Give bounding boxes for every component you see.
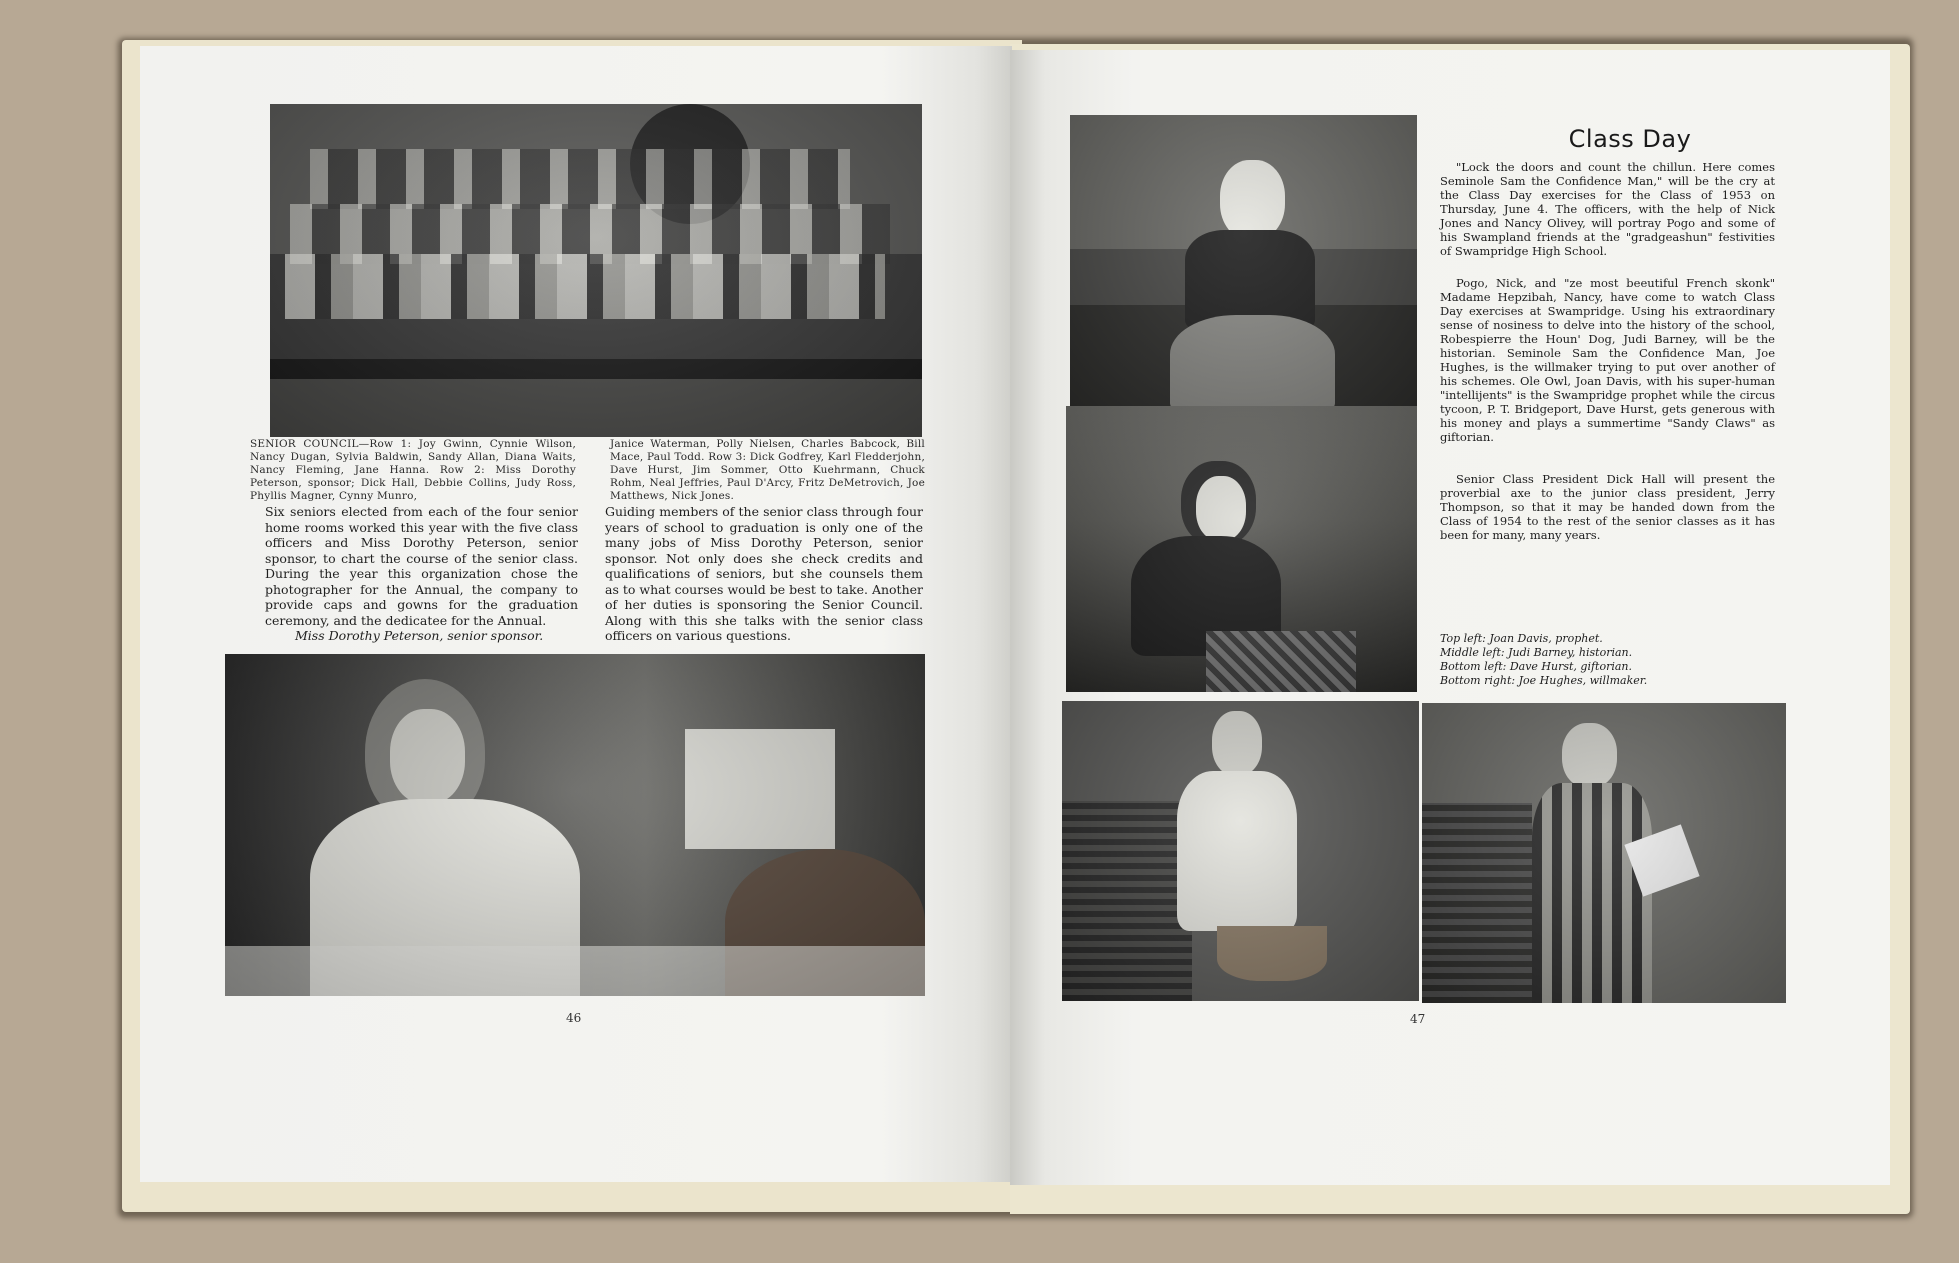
senior-council-group-photo (270, 104, 922, 437)
photo-dave-hurst (1062, 701, 1419, 1001)
left-page (140, 46, 1012, 1182)
class-day-paragraph-3: Senior Class President Dick Hall will present the proverbial axe to the junior class president, Jerry Thompson, so that it may be handed down from the Class of 1954 to the rest of the senior classes as it has been for many, many years. (1440, 472, 1775, 542)
class-day-paragraph-2: Pogo, Nick, and "ze most beeutiful French skonk" Madame Hepzibah, Nancy, have come to watch Class Day exercises at Swampridge. Using his extraordinary sense of nosiness to delve into the history of the school, Robespierre the Houn' Dog, Judi Barney, will be the historian. Seminole Sam the Confidence Man, Joe Hughes, is the willmaker trying to put over another of his schemes. Ole Owl, Joan Davis, with his super-human "intellijents" is the Swampridge prophet while the circus tycoon, P. T. Bridgeport, Dave Hurst, gets generous with his money and plays a summertime "Sandy Claws" as giftorian. (1440, 276, 1775, 444)
page-number-left: 46 (566, 1011, 582, 1025)
sponsor-caption: Miss Dorothy Peterson, senior sponsor. (295, 628, 544, 643)
body-text-col2: Guiding members of the senior class through four years of school to graduation is only one of the many jobs of Miss Dorothy Peterson, senior sponsor. Not only does she check credits and qualifications of seniors, but she counsels them as to what courses would be best to take. Another of her duties is sponsoring the Senior Council. Along with this she talks with the senior class officers on various questions. (605, 504, 923, 643)
photo-joan-davis (1070, 115, 1417, 413)
photo-judi-barney (1066, 406, 1417, 692)
photo-caption-middle-left: Middle left: Judi Barney, historian. (1440, 646, 1633, 659)
page-number-right: 47 (1410, 1012, 1426, 1026)
group-caption-col1: SENIOR COUNCIL—Row 1: Joy Gwinn, Cynnie Wilson, Nancy Dugan, Sylvia Baldwin, Sandy Allan, Diana Waits, Nancy Fleming, Jane Hanna. Row 2: Miss Dorothy Peterson, sponsor; Dick Hall, Debbie Collins, Judy Ross, Phyllis Magner, Cynny Munro, (250, 438, 576, 502)
class-day-title: Class Day (1568, 125, 1692, 153)
group-caption-col2: Janice Waterman, Polly Nielsen, Charles Babcock, Bill Mace, Paul Todd. Row 3: Dick Godfrey, Karl Fledderjohn, Dave Hurst, Jim Sommer, Otto Kuehrmann, Chuck Rohm, Neal Jeffries, Paul D'Arcy, Fritz DeMetrovich, Joe Matthews, Nick Jones. (610, 438, 925, 502)
sponsor-photo (225, 654, 925, 996)
right-page (1010, 50, 1890, 1185)
body-text-col1: Six seniors elected from each of the four senior home rooms worked this year with the five class officers and Miss Dorothy Peterson, senior sponsor, to chart the course of the senior class. During the year this organization chose the photographer for the Annual, the company to provide caps and gowns for the graduation ceremony, and the dedicatee for the Annual. (265, 504, 578, 628)
photo-caption-bottom-right: Bottom right: Joe Hughes, willmaker. (1440, 674, 1648, 687)
photo-caption-top-left: Top left: Joan Davis, prophet. (1440, 632, 1603, 645)
photo-caption-bottom-left: Bottom left: Dave Hurst, giftorian. (1440, 660, 1633, 673)
class-day-paragraph-1: "Lock the doors and count the chillun. Here comes Seminole Sam the Confidence Man," will be the cry at the Class Day exercises for the Class of 1953 on Thursday, June 4. The officers, with the help of Nick Jones and Nancy Olivey, will portray Pogo and some of his Swampland friends at the "gradgeashun" festivities of Swampridge High School. (1440, 160, 1775, 258)
photo-joe-hughes (1422, 703, 1786, 1003)
